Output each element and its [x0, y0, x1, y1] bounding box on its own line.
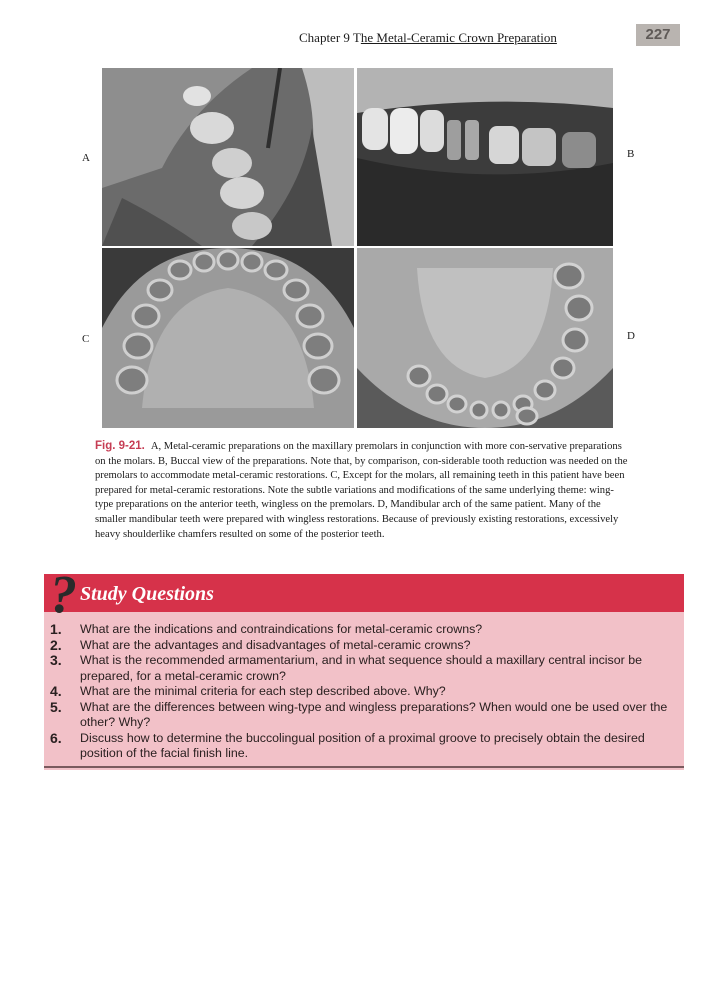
- mandibular-arch-cast-photo: [357, 248, 613, 428]
- panel-label-b: B: [627, 148, 635, 160]
- question-text: What are the minimal criteria for each step described above. Why?: [80, 684, 446, 698]
- header-chapter-prefix: Chapter 9 T: [299, 30, 361, 45]
- question-item: [50, 684, 670, 700]
- question-text: What are the differences between wing-type and wingless preparations? When would one be used over the other? Why?: [80, 699, 668, 729]
- question-number: 6.: [50, 729, 62, 746]
- question-text: What are the indications and contraindications for metal-ceramic crowns?: [80, 622, 483, 636]
- header-chapter-title: he Metal-Ceramic Crown Preparation: [360, 30, 557, 45]
- panel-label-c: C: [82, 333, 90, 345]
- photo-panel-d: [357, 248, 613, 428]
- maxillary-arch-cast-photo: [102, 248, 354, 428]
- question-number: 3.: [50, 652, 62, 668]
- photo-panel-b: [357, 68, 613, 246]
- question-text: Discuss how to determine the buccolingual position of a proximal groove to precisely obtain the desired position of the facial finish line.: [80, 730, 645, 760]
- figure-caption: [95, 439, 630, 542]
- maxillary-premolars-photo: [102, 68, 354, 246]
- question-text: What are the advantages and disadvantages of metal-ceramic crowns?: [80, 637, 471, 652]
- question-number: 4.: [50, 683, 62, 699]
- question-number: 2.: [50, 636, 62, 653]
- question-item: [50, 638, 670, 654]
- figure-number: Fig. 9-21.: [95, 440, 145, 452]
- caption-text: A, Metal-ceramic preparations on the maxillary premolars in conjunction with more con-servative preparations on the molars. B, Buccal view of the preparations. Note that, by comparison, con-siderable tooth reduction was needed on the premolars to accommodate metal-ceramic restorations. C, Except for the molars, all remaining teeth in this patient have been prepared for metal-ceramic restorations. Note the subtle variations and modifications of the same underlying theme: wing-type preparations on the anterior teeth, wingless on the premolars. D, Mandibular arch of the same patient. Many of the smaller mandibular teeth were prepared with wingless restorations. Because of previously existing restorations, excessively heavy shoulderlike chamfers resulted on some of the posterior teeth.: [95, 441, 628, 540]
- study-questions-title: Study Questions: [80, 583, 214, 605]
- question-number: 5.: [50, 698, 62, 715]
- question-mark-icon: ?: [50, 564, 77, 624]
- photo-panel-a: [102, 68, 354, 246]
- question-text: What is the recommended armamentarium, and in what sequence should a maxillary central incisor be prepared, for a metal-ceramic crown?: [80, 653, 642, 683]
- photo-panel-c: [102, 248, 354, 428]
- question-item: [50, 653, 670, 684]
- panel-label-a: A: [82, 152, 90, 164]
- question-number: 1.: [50, 621, 62, 637]
- running-header: [299, 30, 557, 46]
- panel-label-d: D: [627, 330, 635, 342]
- buccal-view-photo: [357, 68, 613, 246]
- question-item: [50, 622, 670, 638]
- question-item: [50, 700, 670, 731]
- study-box-bottom-rule: [44, 766, 684, 768]
- study-questions-list: [50, 622, 670, 762]
- page-number: 227: [636, 24, 680, 46]
- question-item: [50, 731, 670, 762]
